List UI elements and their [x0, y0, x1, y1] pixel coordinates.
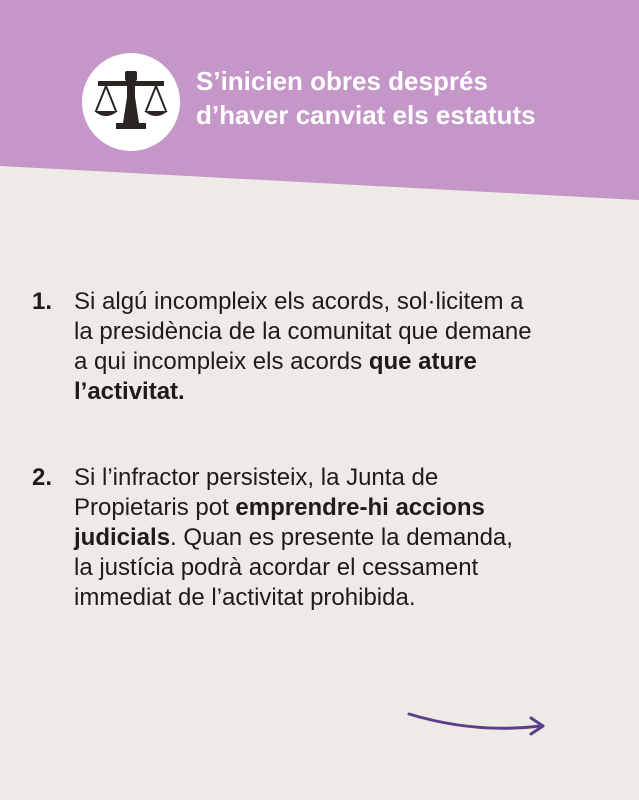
item-emphasis: que ature	[368, 348, 477, 375]
item-line: Si l’infractor persisteix, la Junta de	[74, 464, 439, 491]
item-text	[74, 463, 622, 613]
title-line-2: d’haver canviat els estatuts	[196, 100, 536, 130]
item-line: Propietaris pot	[74, 494, 236, 521]
scales-icon	[92, 67, 170, 137]
item-line: immediat de l’activitat prohibida.	[74, 584, 416, 611]
item-line: a qui incompleix els acords	[74, 348, 369, 375]
item-emphasis: l’activitat.	[74, 378, 185, 405]
list-item	[32, 287, 622, 407]
item-line: la justícia podrà acordar el cessament	[74, 554, 479, 581]
page-title	[196, 64, 616, 132]
item-number: 1.	[32, 288, 53, 315]
scales-icon-badge	[82, 53, 180, 151]
numbered-list	[32, 287, 622, 613]
item-line: . Quan es presente la demanda,	[170, 524, 513, 551]
item-number: 2.	[32, 464, 53, 491]
item-text	[74, 287, 622, 407]
next-arrow[interactable]	[405, 700, 550, 745]
arrow-right-icon[interactable]	[405, 700, 550, 740]
item-emphasis: emprendre-hi accions	[235, 494, 485, 521]
item-line: la presidència de la comunitat que demane	[74, 318, 532, 345]
item-line: Si algú incompleix els acords, sol·licitem a	[74, 288, 524, 315]
list-item	[32, 463, 622, 613]
item-emphasis: judicials	[74, 524, 171, 551]
title-line-1: S’inicien obres després	[196, 66, 488, 96]
